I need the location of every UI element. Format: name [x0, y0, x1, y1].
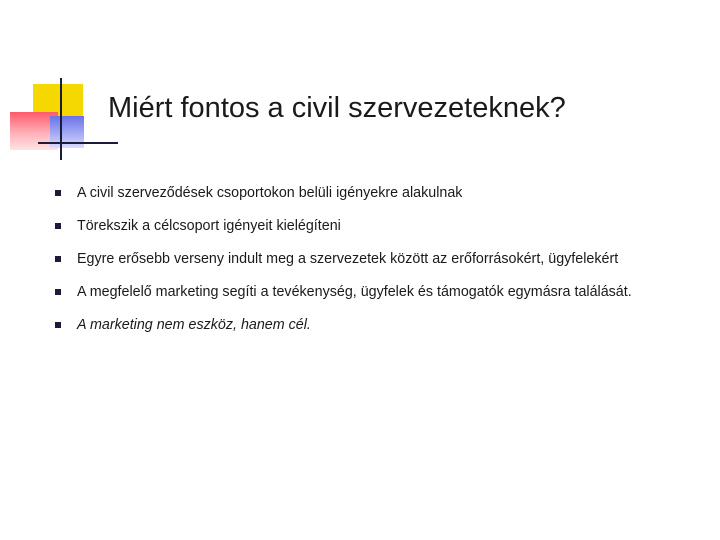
bullet-item-4	[55, 279, 710, 305]
square-bullet-icon	[55, 223, 61, 229]
bullet-text-5	[77, 312, 311, 338]
square-bullet-icon	[55, 256, 61, 262]
bullet-1-text-a: A civil szerveződések csoportokon belüli	[77, 185, 337, 201]
bullet-item-5	[55, 312, 710, 338]
square-bullet-icon	[55, 190, 61, 196]
square-bullet-icon	[55, 289, 61, 295]
bullet-3-text-b: indult meg a szervezetek között az erőforrásokért, ügyfelekért	[224, 251, 619, 267]
bullet-4-text-a: A megfelelő marketing segíti a tevékenység, ügyfelek és támogatók egymásra találását.	[77, 284, 632, 300]
horizontal-rule	[38, 142, 118, 144]
square-bullet-icon	[55, 322, 61, 328]
bullet-3-text-a: Egyre erősebb	[77, 251, 174, 267]
bullet-list	[55, 180, 710, 345]
vertical-rule	[60, 78, 62, 160]
slide-title: Miért fontos a civil szervezeteknek?	[108, 92, 566, 124]
bullet-text-1	[77, 180, 462, 206]
bullet-3-emphasis: verseny	[173, 251, 225, 267]
bullet-5-text-a: A marketing nem eszköz, hanem cél.	[77, 317, 311, 333]
bullet-2-emphasis: igényeit kielégíteni	[223, 218, 341, 234]
bullet-text-3	[77, 246, 618, 272]
bullet-2-text-a: Törekszik a célcsoport	[77, 218, 224, 234]
title-decoration	[0, 0, 120, 170]
bullet-text-2	[77, 213, 341, 239]
bullet-item-2	[55, 213, 710, 239]
bullet-item-1	[55, 180, 710, 206]
bullet-text-4	[77, 279, 632, 305]
bullet-item-3	[55, 246, 710, 272]
bullet-1-emphasis: igényekre alakulnak	[336, 185, 463, 201]
